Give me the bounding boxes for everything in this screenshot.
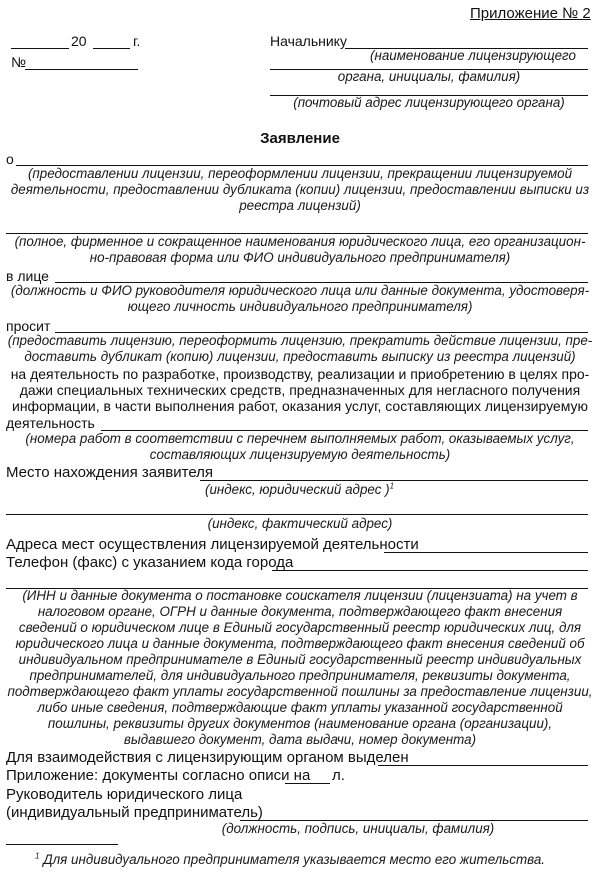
request-label: просит: [6, 318, 51, 334]
footnote-mark: 1: [389, 481, 395, 491]
documents-hint-line: юридического лица и данные документа, подтверждающего факт внесения сведений об: [15, 636, 585, 651]
request-body-line: информации, в части выполнения работ, оказания услуг, составляющих лицензируемую: [12, 398, 588, 414]
activity-hint-line: составляющих лицензируемую деятельность): [149, 447, 451, 462]
footnote-mark: 1: [35, 851, 40, 861]
attachment-pages-line[interactable]: [285, 783, 330, 784]
documents-hint-line: налоговом органе, ОГРН и данные документа, подтверждающего факт внесения: [37, 604, 563, 619]
activity-label: деятельность: [6, 415, 95, 431]
number-line[interactable]: [25, 69, 138, 70]
attachment-suffix: л.: [332, 767, 345, 784]
documents-hint-line: выдавшего документ, дата выдачи, номер документа): [123, 732, 477, 747]
documents-hint-line: подтверждающего факт уплаты государственной пошлины за предоставление лицензии,: [7, 684, 593, 699]
location-label: Место нахождения заявителя: [6, 464, 214, 481]
contact-label: Для взаимодействия с лицензирующим органом выделен: [6, 749, 409, 766]
date-day-line[interactable]: [11, 48, 69, 49]
about-hint-line: реестра лицензий): [239, 198, 361, 213]
documents-hint-line: пошлины, реквизиты других документов (наименование органа (организации),: [47, 716, 553, 731]
documents-hint-line: либо иные сведения, подтверждающие факт уплаты указанной государственной: [37, 700, 563, 715]
entity-hint-line: (полное, фирменное и сокращенное наименования юридического лица, его организацион-: [14, 234, 586, 249]
activity-addresses-line[interactable]: [384, 552, 588, 553]
appendix-label: Приложение № 2: [470, 5, 591, 22]
attachment-label: Приложение: документы согласно описи на: [6, 767, 311, 784]
documents-hint-line: предпринимателей, для индивидуального предпринимателя, реквизиты документа,: [29, 668, 571, 683]
footnote-separator: [6, 844, 118, 845]
addressee-hint-org: органа, инициалы, фамилия): [337, 69, 521, 84]
documents-hint-line: (ИНН и данные документа о постановке соискателя лицензии (лицензиата) на учет в: [22, 588, 578, 603]
entity-hint-line: но-правовая форма или ФИО индивидуального предпринимателя): [89, 250, 511, 265]
year-suffix: г.: [133, 33, 141, 49]
person-hint-line: (должность и ФИО руководителя юридического лица или данные документа, удостоверя-: [10, 283, 590, 298]
document-title: Заявление: [260, 130, 340, 147]
location-legal-hint: (индекс, юридический адрес )$^1$: [205, 481, 395, 497]
about-hint-line: (предоставлении лицензии, переоформлении лицензии, прекращении лицензируемой: [27, 166, 573, 181]
head-label-line2: (индивидуальный предприниматель): [6, 804, 263, 821]
head-label-line1: Руководитель юридического лица: [6, 786, 243, 803]
year-prefix: 20: [71, 33, 87, 49]
person-label: в лице: [6, 268, 49, 284]
about-hint-line: деятельности, предоставлении дубликата (копии) лицензии, предоставлении выписки из: [10, 182, 590, 197]
number-sign: №: [11, 54, 27, 70]
request-hint-line: (предоставить лицензию, переоформить лицензию, прекратить действие лицензии, пре-: [7, 333, 593, 348]
year-line[interactable]: [93, 48, 130, 49]
addressee-label: Начальнику: [270, 33, 347, 49]
addressee-hint-address: (почтовый адрес лицензирующего органа): [293, 95, 565, 110]
request-body-line: на деятельность по разработке, производству, реализации и приобретению в целях про-: [10, 366, 590, 382]
activity-hint-line: (номера работ в соответствии с перечнем выполняемых работ, оказываемых услуг,: [25, 431, 575, 446]
location-actual-line[interactable]: [6, 514, 588, 515]
contact-line[interactable]: [378, 765, 588, 766]
location-actual-hint: (индекс, фактический адрес): [207, 516, 393, 531]
person-hint-line: ющего личность индивидуального предпринимателя): [127, 299, 473, 314]
phone-line[interactable]: [272, 570, 588, 571]
documents-hint-line: сведений о юридическом лице в Единый государственный реестр юридических лиц, для: [18, 620, 582, 635]
request-hint-line: доставить дубликат (копию) лицензии, предоставить выписку из реестра лицензий): [24, 349, 576, 364]
head-hint: (должность, подпись, инициалы, фамилия): [221, 821, 495, 836]
footnote-text: $^1$ Для индивидуального предпринимателя указывается место его жительства.: [35, 851, 546, 867]
phone-label: Телефон (факс) с указанием кода города: [6, 554, 294, 571]
addressee-hint-name: (наименование лицензирующего: [370, 48, 576, 63]
activity-addresses-label: Адреса мест осуществления лицензируемой деятельности: [6, 536, 419, 553]
request-body-line: дажи специальных технических средств, предназначенных для негласного получения: [19, 382, 581, 398]
about-prefix: о: [6, 151, 14, 167]
documents-hint-line: индивидуальном предпринимателе в Единый государственный реестр индивидуальных: [18, 652, 582, 667]
